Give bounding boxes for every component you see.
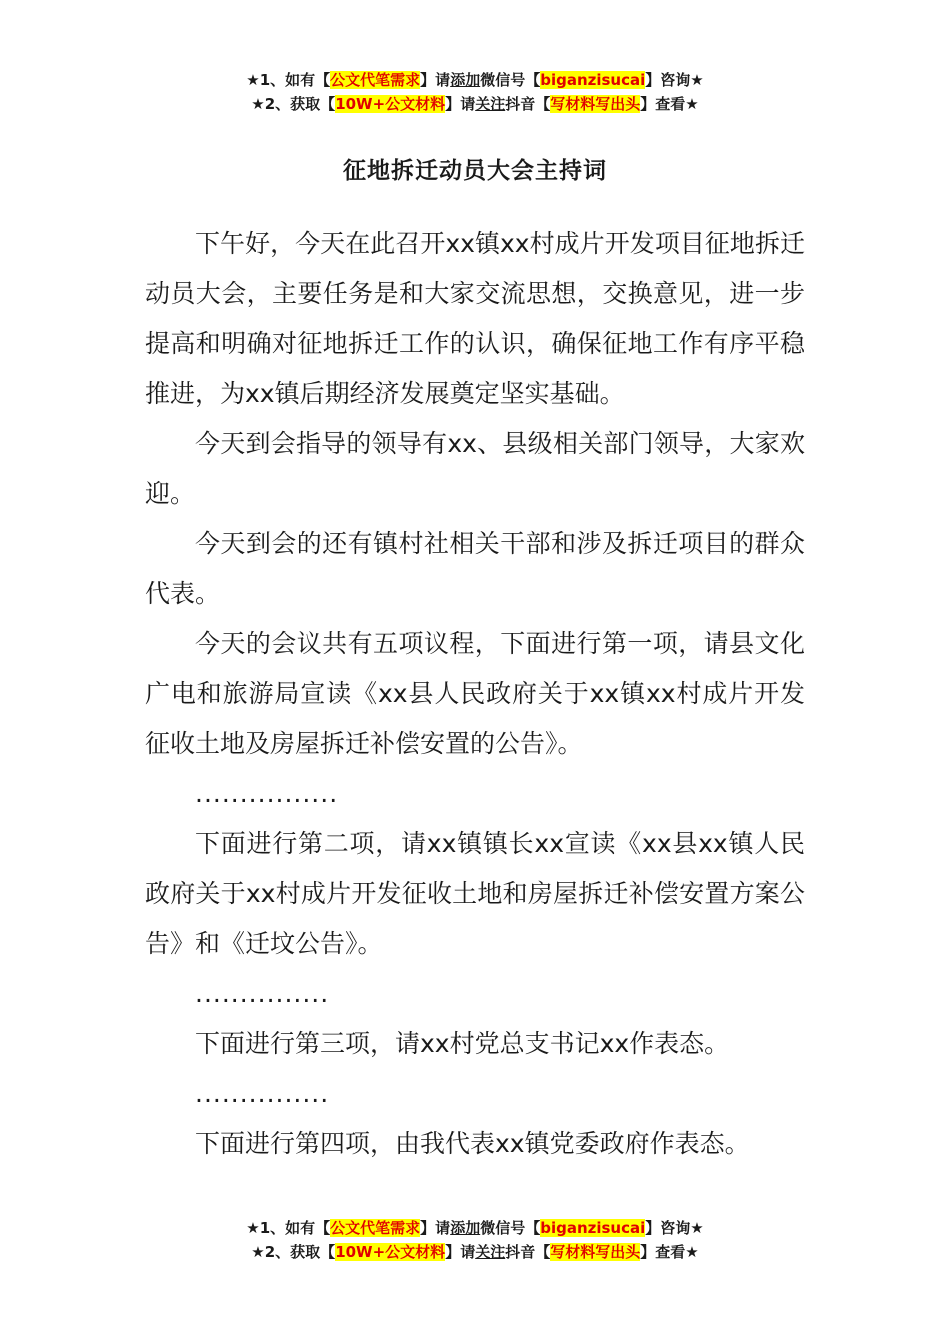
document-title: 征地拆迁动员大会主持词 [343,158,607,184]
promo-underlined: 关注 [475,1243,506,1261]
promo-underlined: 添加 [450,71,481,89]
promo-text: ★2、获取【 [251,95,336,113]
promo-highlight: 公文代笔需求 [330,1219,421,1237]
paragraph: 今天到会的还有镇村社相关干部和涉及拆迁项目的群众代表。 [145,529,805,608]
promo-text: ★2、获取【 [251,1243,336,1261]
paragraph: 下午好，今天在此召开xx镇xx村成片开发项目征地拆迁动员大会，主要任务是和大家交流思想，交换意见，进一步提高和明确对征地拆迁工作的认识，确保征地工作有序平稳推进，为xx镇后期经济发展奠定坚实基础。 [145,229,805,408]
promo-text: 】请 [445,95,476,113]
promo-line-1 [0,68,950,92]
promo-highlight: 公文代笔需求 [330,71,421,89]
paragraph: 今天的会议共有五项议程，下面进行第一项，请县文化广电和旅游局宣读《xx县人民政府关于xx镇xx村成片开发征收土地及房屋拆迁补偿安置的公告》。 [145,629,805,758]
promo-highlight-wechat-id: biganzisucai [540,71,646,89]
promo-text: 】咨询★ [645,1219,704,1237]
promo-text: 抖音【 [505,95,551,113]
promo-underlined: 添加 [450,1219,481,1237]
promo-highlight: 10W+公文材料 [335,95,446,113]
ellipsis-line: ............... [195,1079,330,1108]
promo-line-1 [0,1216,950,1240]
paragraph: 今天到会指导的领导有xx、县级相关部门领导，大家欢迎。 [145,429,805,508]
promo-highlight-douyin: 写材料写出头 [550,95,641,113]
promo-text: 】查看★ [640,95,699,113]
promo-banner-top [0,68,950,116]
promo-text: 抖音【 [505,1243,551,1261]
promo-highlight: 10W+公文材料 [335,1243,446,1261]
promo-text: 】请 [420,71,451,89]
promo-text: 】请 [420,1219,451,1237]
promo-highlight-douyin: 写材料写出头 [550,1243,641,1261]
promo-line-2 [0,1240,950,1264]
promo-text: 】咨询★ [645,71,704,89]
promo-text: 微信号【 [480,1219,541,1237]
promo-banner-bottom [0,1216,950,1264]
promo-highlight-wechat-id: biganzisucai [540,1219,646,1237]
promo-text: 】请 [445,1243,476,1261]
promo-text: 微信号【 [480,71,541,89]
promo-text: 】查看★ [640,1243,699,1261]
promo-line-2 [0,92,950,116]
promo-underlined: 关注 [475,95,506,113]
promo-text: ★1、如有【 [246,1219,331,1237]
ellipsis-line: ................ [195,779,339,808]
paragraph: 下面进行第四项，由我代表xx镇党委政府作表态。 [195,1129,750,1158]
promo-text: ★1、如有【 [246,71,331,89]
paragraph: 下面进行第三项，请xx村党总支书记xx作表态。 [195,1029,730,1058]
ellipsis-line: ............... [195,979,330,1008]
document-body [145,219,805,1169]
paragraph: 下面进行第二项，请xx镇镇长xx宣读《xx县xx镇人民政府关于xx村成片开发征收土地和房屋拆迁补偿安置方案公告》和《迁坟公告》。 [145,829,805,958]
